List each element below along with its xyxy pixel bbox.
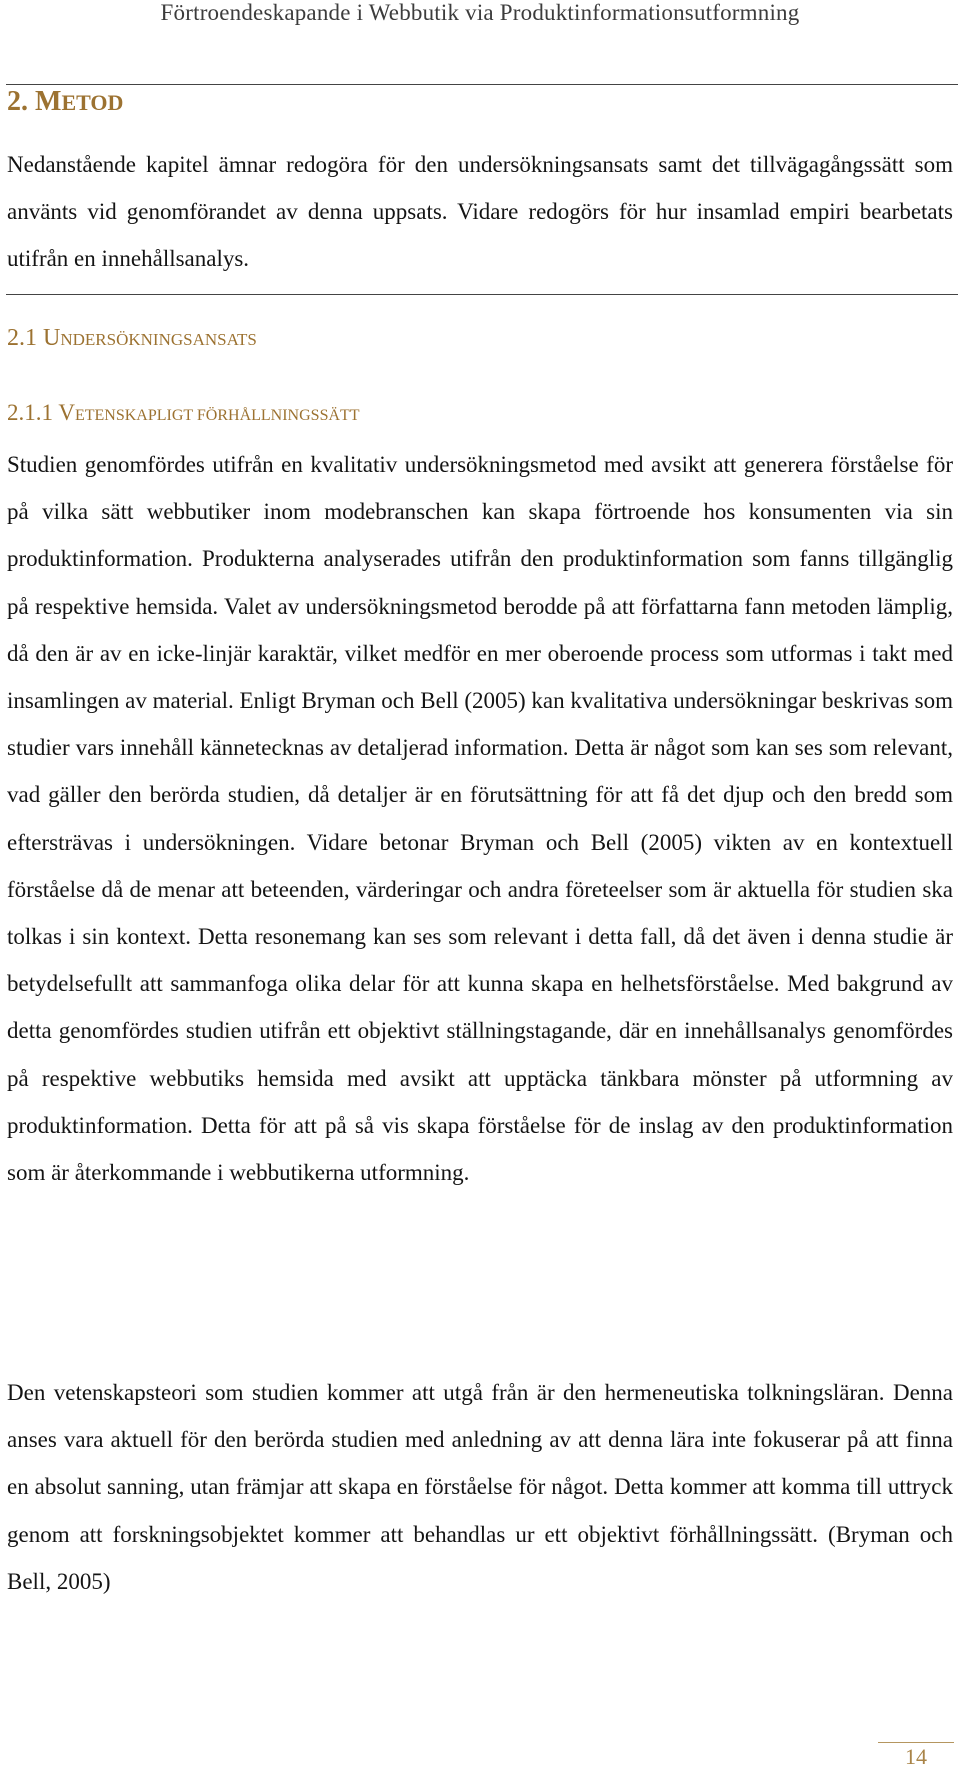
page-number-rule	[878, 1742, 954, 1743]
subsection-title-initial: V	[58, 400, 75, 425]
subsection-number: 2.1.1	[7, 400, 53, 425]
section-number: 2.1	[7, 325, 37, 351]
body-paragraph: Studien genomfördes utifrån en kvalitativ undersökningsmetod med avsikt att generera förståelse för på vilka sätt webbutiker inom modebranschen kan skapa förtroende hos konsumenten via sin produktinformation. Produkterna analyserades utifrån den produktinformation som fanns tillgänglig på respektive hemsida. Valet av undersökningsmetod berodde på att författarna fann metoden lämplig, då den är av en icke-linjär karaktär, vilket medför en mer oberoende process som utformas i takt med insamlingen av material. Enligt Bryman och Bell (2005) kan kvalitativa undersökningar beskrivas som studier vars innehåll kännetecknas av detaljerad information. Detta är något som kan ses som relevant, vad gäller den berörda studien, då detaljer är en förutsättning för att få det djup och den bredd som eftersträvas i undersökningen. Vidare betonar Bryman och Bell (2005) vikten av en kontextuell förståelse då de menar att beteenden, värderingar och andra företeelser som är aktuella för studien ska tolkas i sin kontext. Detta resonemang kan ses som relevant i detta fall, då det även i denna studie är betydelsefullt att sammanfoga olika delar för att kunna skapa en helhetsförståelse. Med bakgrund av detta genomfördes studien utifrån ett objektivt ställningstagande, där en innehållsanalys genomfördes på respektive webbutiks hemsida med avsikt att upptäcka tänkbara mönster på utformning av produktinformation. Detta för att på så vis skapa förståelse för de inslag av den produktinformation som är återkommande i webbutikerna utformning.	[7, 452, 953, 1186]
subsection-heading	[7, 400, 360, 426]
section-title-rest: NDERSÖKNINGSANSATS	[60, 330, 257, 349]
section-heading	[7, 325, 257, 352]
body-paragraph: Den vetenskapsteori som studien kommer att utgå från är den hermeneutiska tolkningsläran. Denna anses vara aktuell för den berörda studien med anledning av att denna lära inte fokuserar på att finna en absolut sanning, utan främjar att skapa en förståelse för något. Detta kommer att komma till uttryck genom att forskningsobjektet kommer att behandlas ur ett objektivt förhållningssätt. (Bryman och Bell, 2005)	[7, 1380, 953, 1594]
section-rule	[6, 294, 958, 295]
page-number: 14	[905, 1744, 927, 1769]
chapter-title	[7, 86, 123, 118]
section-title-initial: U	[43, 325, 61, 351]
chapter-title-rest: ETOD	[61, 90, 124, 115]
intro-paragraph: Nedanstående kapitel ämnar redogöra för den undersökningsansats samt det tillvägagångssätt som använts vid genomförandet av denna uppsats. Vidare redogörs för hur insamlad empiri bearbetats utifrån en innehållsanalys.	[7, 152, 953, 272]
chapter-number: 2.	[7, 86, 28, 117]
running-header: Förtroendeskapande i Webbutik via Produktinformationsutformning	[160, 0, 800, 25]
chapter-title-initial: M	[35, 86, 62, 117]
header-rule	[6, 84, 958, 85]
subsection-title-rest: ETENSKAPLIGT FÖRHÅLLNINGSSÄTT	[74, 407, 360, 424]
